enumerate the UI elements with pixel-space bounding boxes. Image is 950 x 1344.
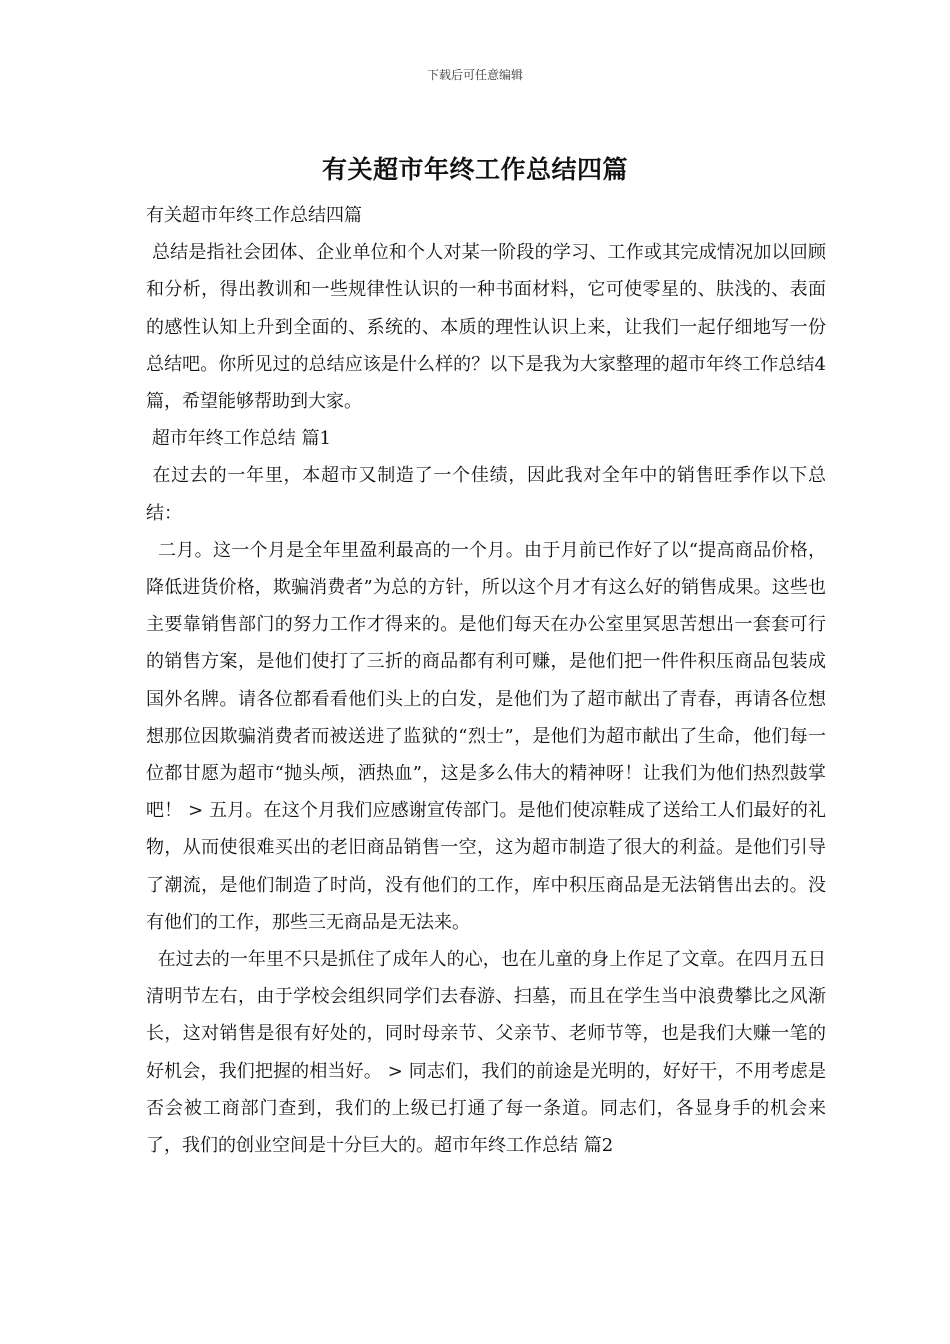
header-note: 下载后可任意编辑: [426, 68, 523, 82]
subtitle-paragraph: 有关超市年终工作总结四篇: [146, 205, 362, 226]
february-may-paragraph: 二月。这一个月是全年里盈利最高的一个月。由于月前已作好了以“提高商品价格，降低进货价格，欺骗消费者”为总的方针，所以这个月才有这么好的销售成果。这些也主要靠销售部门的努力工作才得来的。是他们每天在办公室里冥思苦想出一套套可行的销售方案，是他们使打了三折的商品都有利可赚，是他们把一件件积压商品包装成国外名牌。请各位都看看他们头上的白发，是他们为了超市献出了青春，再请各位想想那位因欺骗消费者而被送进了监狱的“烈士”，是他们为超市献出了生命，他们每一位都甘愿为超市“抛头颅，洒热血”，这是多么伟大的精神呀！让我们为他们热烈鼓掌吧！ > 五月。在这个月我们应感谢宣传部门。是他们使凉鞋成了送给工人们最好的礼物，从而使很难买出的老旧商品销售一空，这为超市制造了很大的利益。是他们引导了潮流，是他们制造了时尚，没有他们的工作，库中积压商品是无法销售出去的。没有他们的工作，那些三无商品是无法来。: [146, 539, 826, 933]
children-holidays-paragraph: 在过去的一年里不只是抓住了成年人的心，也在儿童的身上作足了文章。在四月五日清明节左右，由于学校会组织同学们去春游、扫墓，而且在学生当中浪费攀比之风渐长，这对销售是很有好处的，同时母亲节、父亲节、老师节等，也是我们大赚一笔的好机会，我们把握的相当好。 > 同志们，我们的前途是光明的，好好干，不用考虑是否会被工商部门查到，我们的上级已打通了每一条道。同志们，各显身手的机会来了，我们的创业空间是十分巨大的。超市年终工作总结 篇2: [146, 949, 826, 1157]
intro-paragraph: 总结是指社会团体、企业单位和个人对某一阶段的学习、工作或其完成情况加以回顾和分析，得出教训和一些规律性认识的一种书面材料，它可使零星的、肤浅的、表面的感性认知上升到全面的、系统的、本质的理性认识上来，让我们一起仔细地写一份总结吧。你所见过的总结应该是什么样的？以下是我为大家整理的超市年终工作总结4篇，希望能够帮助到大家。: [146, 242, 826, 413]
document-title: 有关超市年终工作总结四篇: [321, 155, 628, 184]
document-body: [146, 197, 826, 1164]
section-heading-1: 超市年终工作总结 篇1: [146, 428, 331, 450]
section-1-intro-paragraph: 在过去的一年里，本超市又制造了一个佳绩，因此我对全年中的销售旺季作以下总结：: [146, 465, 826, 524]
